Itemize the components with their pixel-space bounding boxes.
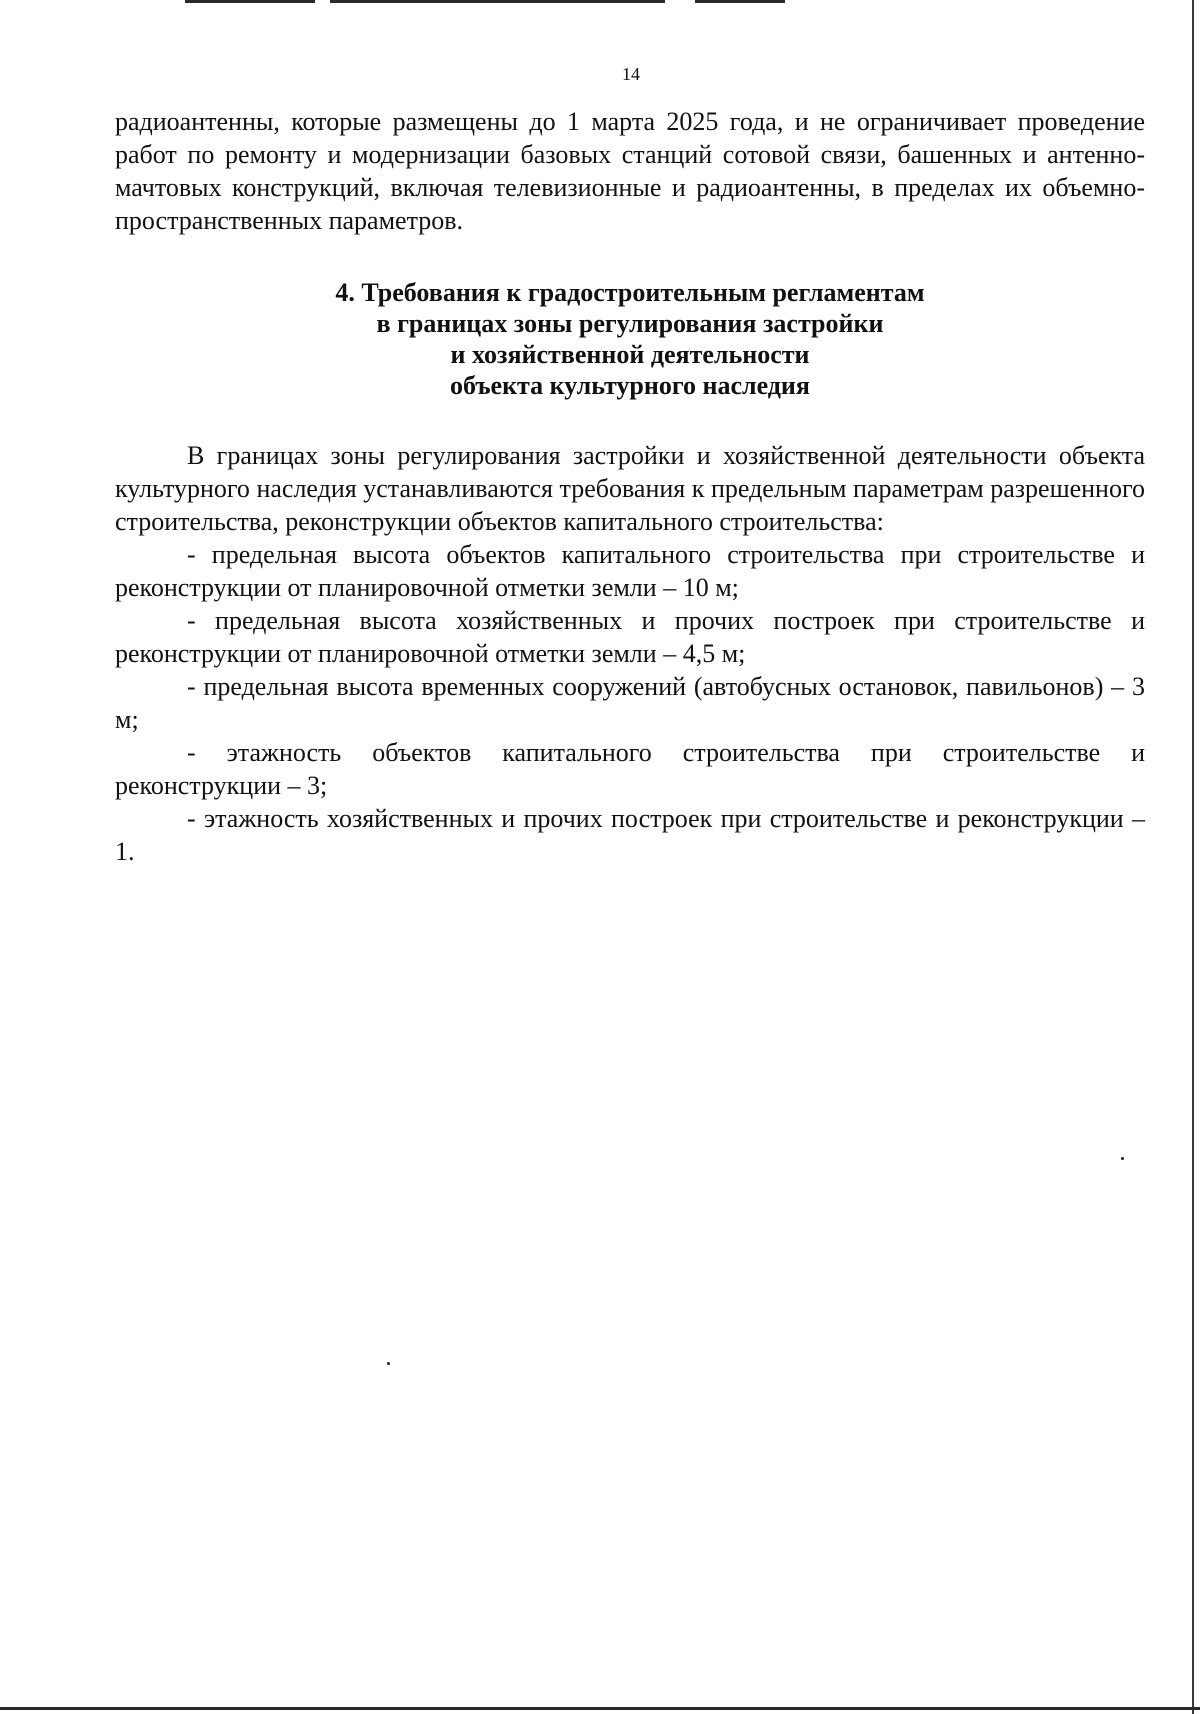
intro-paragraph: радиоантенны, которые размещены до 1 марта 2025 года, и не ограничивает проведение работ по ремонту и модернизации базовых станций сотовой связи, башенных и антенно-мачтовых конструкций, включая телевизионные и радиоантенны, в пределах их объемно-пространственных параметров. (115, 107, 1145, 235)
document-body (115, 105, 1145, 868)
section-heading-line: объекта культурного наследия (450, 371, 810, 400)
scan-top-artifact (695, 0, 785, 3)
requirement-item: - предельная высота хозяйственных и прочих построек при строительстве и реконструкции от планировочной отметки земли – 4,5 м; (115, 606, 1145, 668)
requirement-item: - этажность объектов капитального строительства при строительстве и реконструкции – 3; (115, 738, 1145, 800)
section-heading-line: 4. Требования к градостроительным регламентам (335, 278, 925, 307)
section-heading-line: в границах зоны регулирования застройки (376, 309, 884, 338)
page-number: 14 (622, 64, 640, 84)
scan-bottom-edge (0, 1707, 1200, 1710)
scan-top-artifact (185, 0, 315, 3)
section-heading (115, 277, 1145, 401)
requirement-item: - предельная высота временных сооружений (автобусных остановок, павильонов) – 3 м; (115, 672, 1145, 734)
requirements-list (115, 538, 1145, 868)
requirement-item: - предельная высота объектов капитального строительства при строительстве и реконструкции от планировочной отметки земли – 10 м; (115, 540, 1145, 602)
scan-speck (1121, 1157, 1124, 1160)
scan-top-artifact (330, 0, 665, 3)
scan-right-edge (1192, 0, 1194, 1714)
scan-speck (387, 1362, 390, 1365)
section-heading-line: и хозяйственной деятельности (450, 340, 810, 369)
requirement-item: - этажность хозяйственных и прочих построек при строительстве и реконструкции – 1. (115, 804, 1145, 866)
lead-paragraph: В границах зоны регулирования застройки и хозяйственной деятельности объекта культурного наследия устанавливаются требования к предельным параметрам разрешенного строительства, реконструкции объектов капитального строительства: (115, 441, 1145, 536)
